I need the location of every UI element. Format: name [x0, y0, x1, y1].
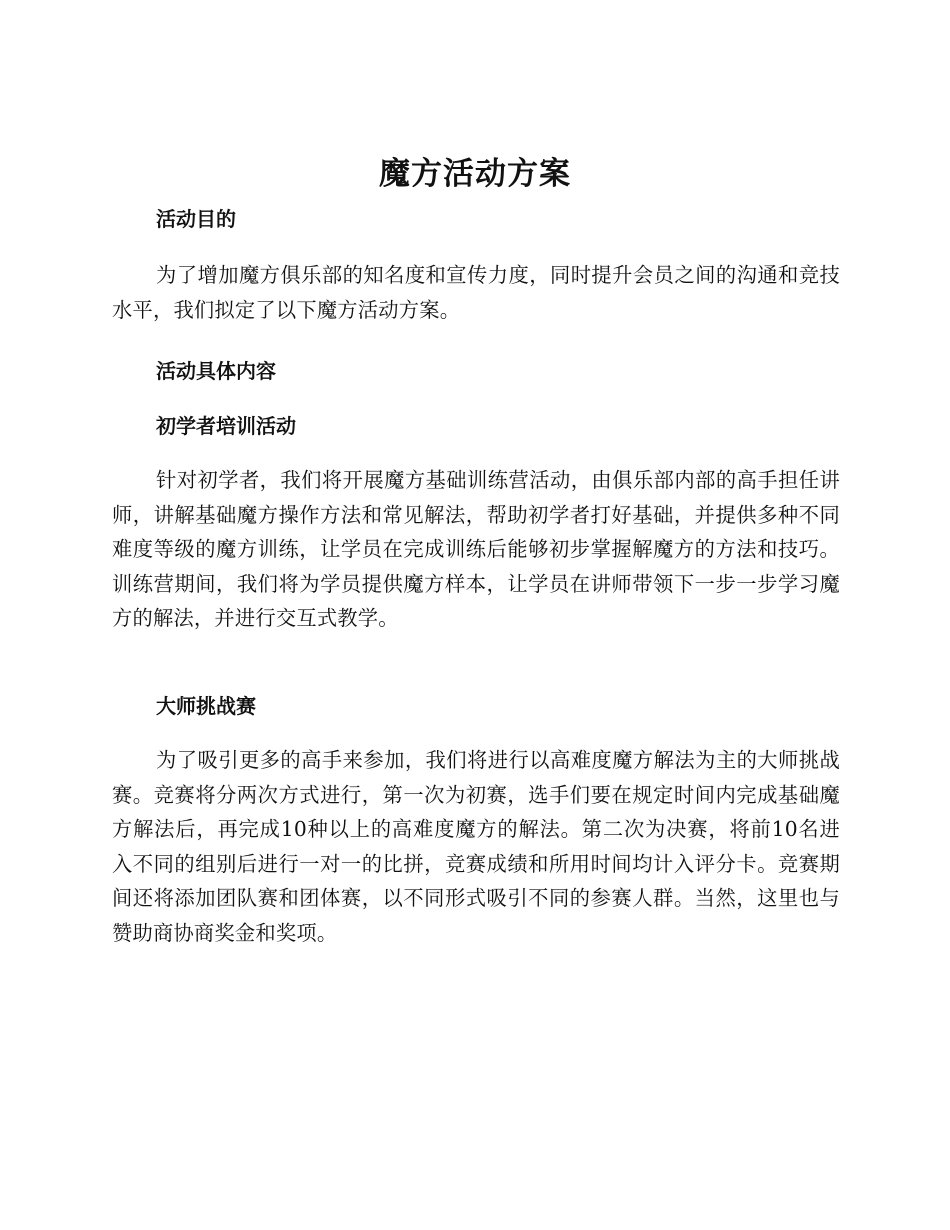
section-heading-content: 活动具体内容: [156, 359, 276, 383]
section-paragraph-beginner-training: 针对初学者，我们将开展魔方基础训练营活动，由俱乐部内部的高手担任讲师，讲解基础魔方操作方法和常见解法，帮助初学者打好基础，并提供多种不同难度等级的魔方训练，让学员在完成训练后能够初步掌握解魔方的方法和技巧。训练营期间，我们将为学员提供魔方样本，让学员在讲师带领下一步一步学习魔方的解法，并进行交互式教学。: [112, 468, 840, 630]
document-title: 魔方活动方案: [379, 156, 571, 192]
section-heading-goal: 活动目的: [156, 207, 236, 231]
section-paragraph-master-challenge: 为了吸引更多的高手来参加，我们将进行以高难度魔方解法为主的大师挑战赛。竞赛将分两次方式进行，第一次为初赛，选手们要在规定时间内完成基础魔方解法后，再完成10种以上的高难度魔方的解法。第二次为决赛，将前10名进入不同的组别后进行一对一的比拼，竞赛成绩和所用时间均计入评分卡。竞赛期间还将添加团队赛和团体赛，以不同形式吸引不同的参赛人群。当然，这里也与赞助商协商奖金和奖项。: [112, 748, 840, 945]
section-paragraph-goal: 为了增加魔方俱乐部的知名度和宣传力度，同时提升会员之间的沟通和竞技水平，我们拟定了以下魔方活动方案。: [112, 263, 840, 322]
section-heading-beginner-training: 初学者培训活动: [156, 414, 296, 438]
section-heading-master-challenge: 大师挑战赛: [156, 694, 256, 718]
